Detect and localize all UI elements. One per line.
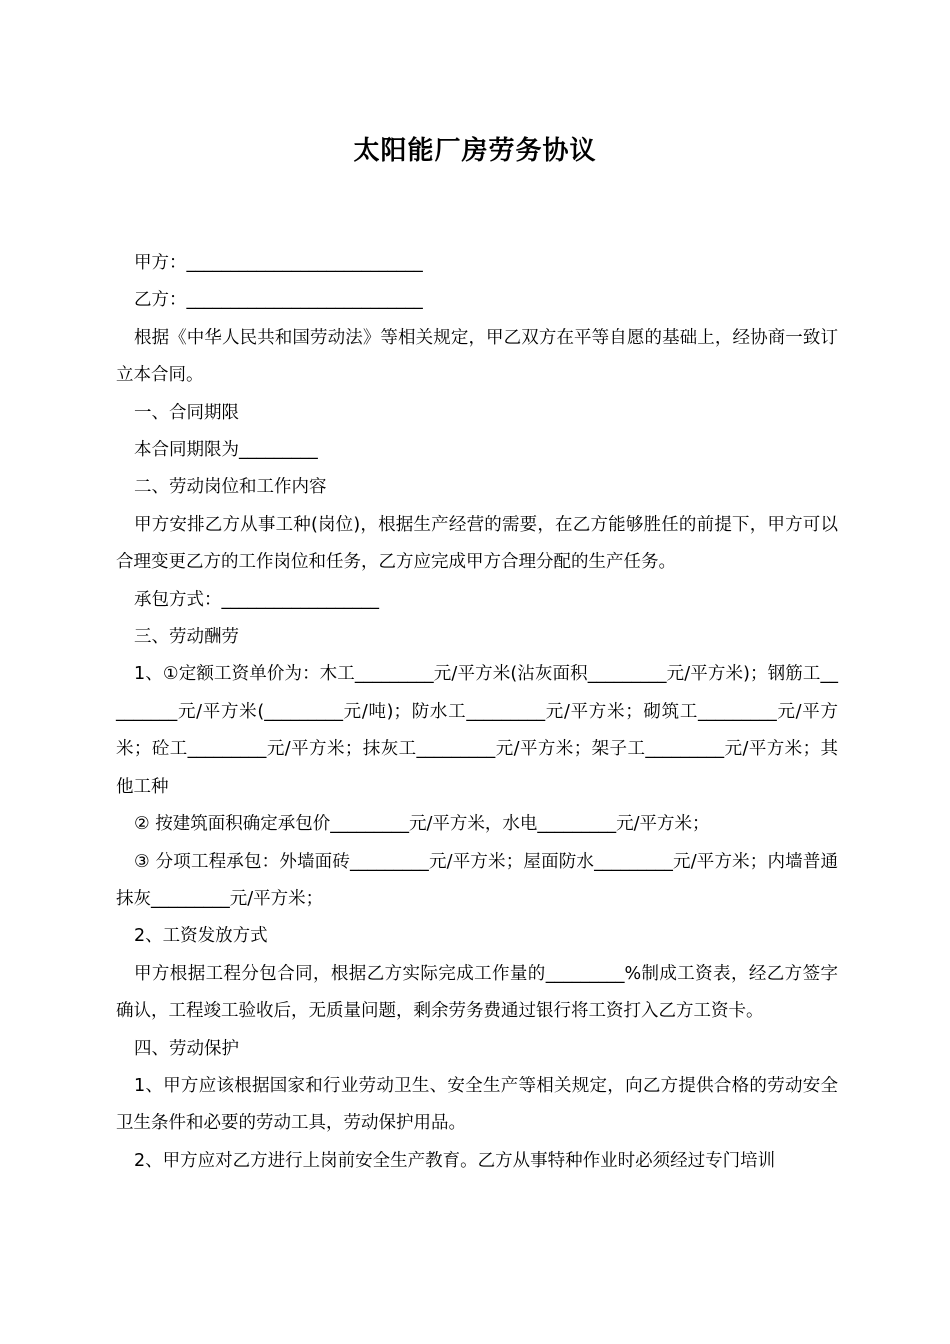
party-a-line: 甲方：___________________________ [134,253,423,273]
contract-term-line: 本合同期限为_________ [134,440,318,461]
contract-method-line: 承包方式：__________________ [134,589,379,610]
area-price-paragraph: ② 按建筑面积确定承包价_________元/平方米，水电_________元/平方米； [134,814,710,835]
section-heading: 四、劳动保护 [134,1038,239,1059]
payment-paragraph: 甲方根据工程分包合同，根据乙方实际完成工作量的_________%制成工资表，经乙方签字确认，工程竣工验收后，无质量问题，剩余劳务费通过银行将工资打入乙方工资卡。 [116,963,838,1022]
section-heading: 二、劳动岗位和工作内容 [134,477,327,498]
subsection-heading: 2、工资发放方式 [134,926,268,947]
party-b-line: 乙方：___________________________ [134,290,423,311]
document-body [116,245,838,1180]
protection-paragraph: 1、甲方应该根据国家和行业劳动卫生、安全生产等相关规定，向乙方提供合格的劳动安全卫生条件和必要的劳动工具，劳动保护用品。 [116,1075,838,1134]
unit-price-paragraph: 1、①定额工资单价为：木工_________元/平方米(沾灰面积_________元/平方米)；钢筋工_________元/平方米(_________元/吨)；防水工_________元/平方米；砌筑工_________元/平方米；砼工_________元/平方米；抹灰工_________元/平方米；架子工_________元/平方米；其他工种 [116,664,838,797]
subcontract-paragraph: ③ 分项工程承包：外墙面砖_________元/平方米；屋面防水_________元/平方米；内墙普通抹灰_________元/平方米； [116,851,838,909]
training-paragraph: 2、甲方应对乙方进行上岗前安全生产教育。乙方从事特种作业时必须经过专门培训 [134,1150,776,1171]
job-content-paragraph: 甲方安排乙方从事工种(岗位)，根据生产经营的需要，在乙方能够胜任的前提下，甲方可以合理变更乙方的工作岗位和任务，乙方应完成甲方合理分配的生产任务。 [116,514,838,573]
preamble-paragraph: 根据《中华人民共和国劳动法》等相关规定，甲乙双方在平等自愿的基础上，经协商一致订立本合同。 [116,327,838,386]
section-heading: 三、劳动酬劳 [134,627,239,648]
document-title: 太阳能厂房劳务协议 [353,136,597,166]
section-heading: 一、合同期限 [134,402,239,423]
